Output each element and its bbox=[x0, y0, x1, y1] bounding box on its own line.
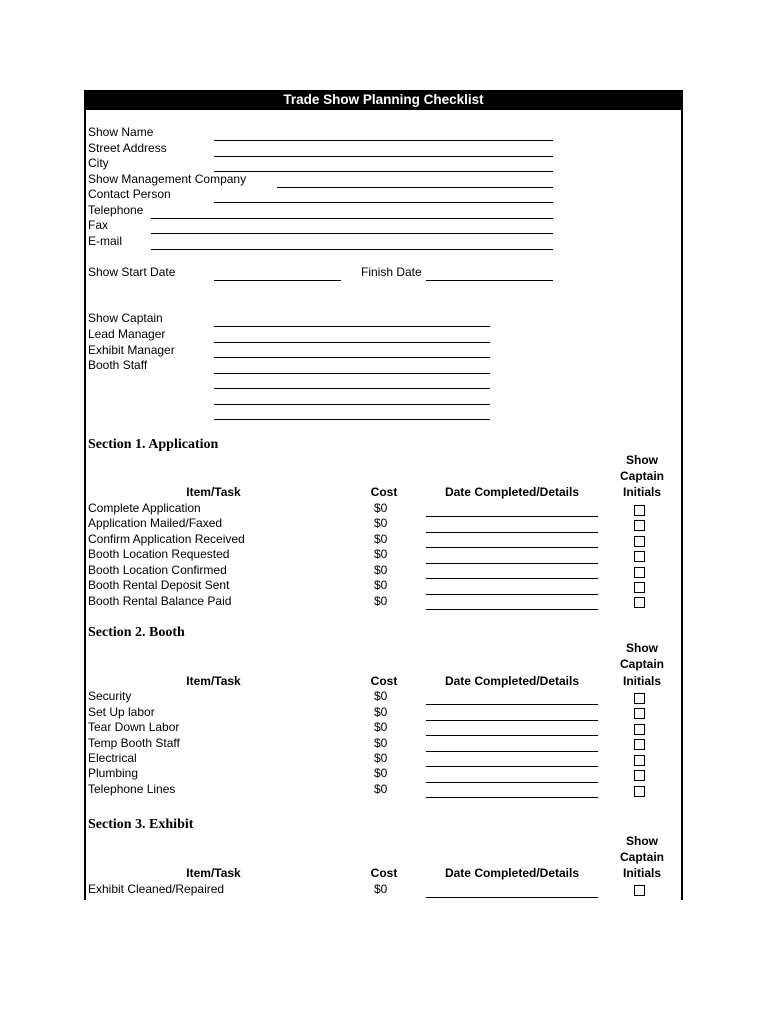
label-show-captain: Show Captain bbox=[88, 311, 163, 325]
section-1-header-initials: Initials bbox=[622, 485, 661, 499]
section-3-header-show: Show bbox=[626, 834, 658, 848]
list-item-cost: $0 bbox=[374, 547, 388, 561]
list-item-initials-checkbox[interactable] bbox=[634, 693, 645, 704]
list-item-date-line[interactable] bbox=[426, 578, 598, 579]
label-telephone: Telephone bbox=[88, 203, 144, 217]
list-item-date-line[interactable] bbox=[426, 766, 598, 767]
show-management-company-line[interactable] bbox=[277, 187, 553, 188]
section-2-header-captain: Captain bbox=[619, 657, 664, 671]
city-line[interactable] bbox=[214, 171, 553, 172]
list-item-date-line[interactable] bbox=[426, 516, 598, 517]
label-show-management-company: Show Management Company bbox=[88, 172, 247, 186]
list-item-date-line[interactable] bbox=[426, 594, 598, 595]
label-finish-date: Finish Date bbox=[361, 265, 422, 279]
list-item-date-line[interactable] bbox=[426, 532, 598, 533]
list-item-cost: $0 bbox=[374, 563, 388, 577]
list-item-initials-checkbox[interactable] bbox=[634, 582, 645, 593]
list-item-task: Confirm Application Received bbox=[88, 532, 245, 546]
section-1-header-cost: Cost bbox=[370, 485, 398, 499]
list-item-initials-checkbox[interactable] bbox=[634, 520, 645, 531]
list-item-initials-checkbox[interactable] bbox=[634, 708, 645, 719]
list-item-cost: $0 bbox=[374, 720, 388, 734]
list-item-initials-checkbox[interactable] bbox=[634, 786, 645, 797]
telephone-line[interactable] bbox=[151, 218, 553, 219]
list-item-initials-checkbox[interactable] bbox=[634, 567, 645, 578]
finish-date-line[interactable] bbox=[426, 280, 553, 281]
list-item-initials-checkbox[interactable] bbox=[634, 597, 645, 608]
lead-manager-line[interactable] bbox=[214, 342, 490, 343]
section-2-header-cost: Cost bbox=[370, 674, 398, 688]
list-item-initials-checkbox[interactable] bbox=[634, 724, 645, 735]
label-email: E-mail bbox=[88, 234, 123, 248]
checklist-sheet bbox=[84, 90, 683, 900]
show-captain-line[interactable] bbox=[214, 326, 490, 327]
list-item-cost: $0 bbox=[374, 532, 388, 546]
section-2-header-date-completed: Date Completed/Details bbox=[444, 674, 580, 688]
list-item-date-line[interactable] bbox=[426, 563, 598, 564]
booth-staff-line-1[interactable] bbox=[214, 373, 490, 374]
street-address-line[interactable] bbox=[214, 156, 553, 157]
section-2-title: Section 2. Booth bbox=[88, 625, 185, 640]
list-item-cost: $0 bbox=[374, 501, 388, 515]
list-item-task: Booth Rental Balance Paid bbox=[88, 594, 232, 608]
section-2-header-item-task: Item/Task bbox=[186, 674, 241, 688]
list-item-task: Booth Location Requested bbox=[88, 547, 230, 561]
list-item-task: Telephone Lines bbox=[88, 782, 176, 796]
section-3-header-date-completed: Date Completed/Details bbox=[444, 866, 580, 880]
section-3-header-cost: Cost bbox=[370, 866, 398, 880]
list-item-initials-checkbox[interactable] bbox=[634, 505, 645, 516]
section-3-header-captain: Captain bbox=[619, 850, 664, 864]
section-3-header-item-task: Item/Task bbox=[186, 866, 241, 880]
section-2-header-initials: Initials bbox=[622, 674, 661, 688]
list-item-cost: $0 bbox=[374, 882, 388, 896]
list-item-task: Complete Application bbox=[88, 501, 201, 515]
list-item-cost: $0 bbox=[374, 751, 388, 765]
list-item-cost: $0 bbox=[374, 689, 388, 703]
list-item-date-line[interactable] bbox=[426, 735, 598, 736]
section-1-title: Section 1. Application bbox=[88, 437, 219, 452]
label-lead-manager: Lead Manager bbox=[88, 327, 166, 341]
list-item-task: Booth Rental Deposit Sent bbox=[88, 578, 230, 592]
list-item-cost: $0 bbox=[374, 578, 388, 592]
section-1-header-item-task: Item/Task bbox=[186, 485, 241, 499]
list-item-cost: $0 bbox=[374, 736, 388, 750]
list-item-task: Booth Location Confirmed bbox=[88, 563, 227, 577]
label-street-address: Street Address bbox=[88, 141, 167, 155]
start-date-line[interactable] bbox=[214, 280, 341, 281]
list-item-task: Temp Booth Staff bbox=[88, 736, 180, 750]
label-contact-person: Contact Person bbox=[88, 187, 171, 201]
label-show-start-date: Show Start Date bbox=[88, 265, 176, 279]
page-title: Trade Show Planning Checklist bbox=[86, 90, 681, 110]
section-2-header-show: Show bbox=[626, 641, 658, 655]
list-item-date-line[interactable] bbox=[426, 751, 598, 752]
list-item-task: Security bbox=[88, 689, 132, 703]
booth-staff-line-3[interactable] bbox=[214, 404, 490, 405]
list-item-cost: $0 bbox=[374, 705, 388, 719]
email-line[interactable] bbox=[151, 249, 553, 250]
show-name-line[interactable] bbox=[214, 140, 553, 141]
section-1-header-captain: Captain bbox=[619, 469, 664, 483]
list-item-initials-checkbox[interactable] bbox=[634, 536, 645, 547]
fax-line[interactable] bbox=[151, 233, 553, 234]
list-item-date-line[interactable] bbox=[426, 720, 598, 721]
list-item-cost: $0 bbox=[374, 594, 388, 608]
list-item-initials-checkbox[interactable] bbox=[634, 885, 645, 896]
list-item-initials-checkbox[interactable] bbox=[634, 551, 645, 562]
list-item-date-line[interactable] bbox=[426, 897, 598, 898]
list-item-initials-checkbox[interactable] bbox=[634, 770, 645, 781]
list-item-date-line[interactable] bbox=[426, 547, 598, 548]
list-item-initials-checkbox[interactable] bbox=[634, 755, 645, 766]
list-item-date-line[interactable] bbox=[426, 609, 598, 610]
section-1-header-show: Show bbox=[626, 453, 658, 467]
list-item-date-line[interactable] bbox=[426, 782, 598, 783]
list-item-task: Plumbing bbox=[88, 766, 139, 780]
list-item-task: Application Mailed/Faxed bbox=[88, 516, 223, 530]
list-item-cost: $0 bbox=[374, 782, 388, 796]
section-3-header-initials: Initials bbox=[622, 866, 661, 880]
label-city: City bbox=[88, 156, 109, 170]
list-item-task: Exhibit Cleaned/Repaired bbox=[88, 882, 225, 896]
section-1-header-date-completed: Date Completed/Details bbox=[444, 485, 580, 499]
label-booth-staff: Booth Staff bbox=[88, 358, 148, 372]
booth-staff-line-2[interactable] bbox=[214, 388, 490, 389]
list-item-date-line[interactable] bbox=[426, 797, 598, 798]
list-item-cost: $0 bbox=[374, 516, 388, 530]
label-exhibit-manager: Exhibit Manager bbox=[88, 343, 175, 357]
contact-person-line[interactable] bbox=[214, 202, 553, 203]
list-item-initials-checkbox[interactable] bbox=[634, 739, 645, 750]
list-item-task: Tear Down Labor bbox=[88, 720, 180, 734]
label-fax: Fax bbox=[88, 218, 109, 232]
section-3-title: Section 3. Exhibit bbox=[88, 817, 194, 832]
label-show-name: Show Name bbox=[88, 125, 154, 139]
exhibit-manager-line[interactable] bbox=[214, 357, 490, 358]
list-item-date-line[interactable] bbox=[426, 704, 598, 705]
list-item-task: Electrical bbox=[88, 751, 137, 765]
list-item-cost: $0 bbox=[374, 766, 388, 780]
booth-staff-line-4[interactable] bbox=[214, 419, 490, 420]
list-item-task: Set Up labor bbox=[88, 705, 155, 719]
